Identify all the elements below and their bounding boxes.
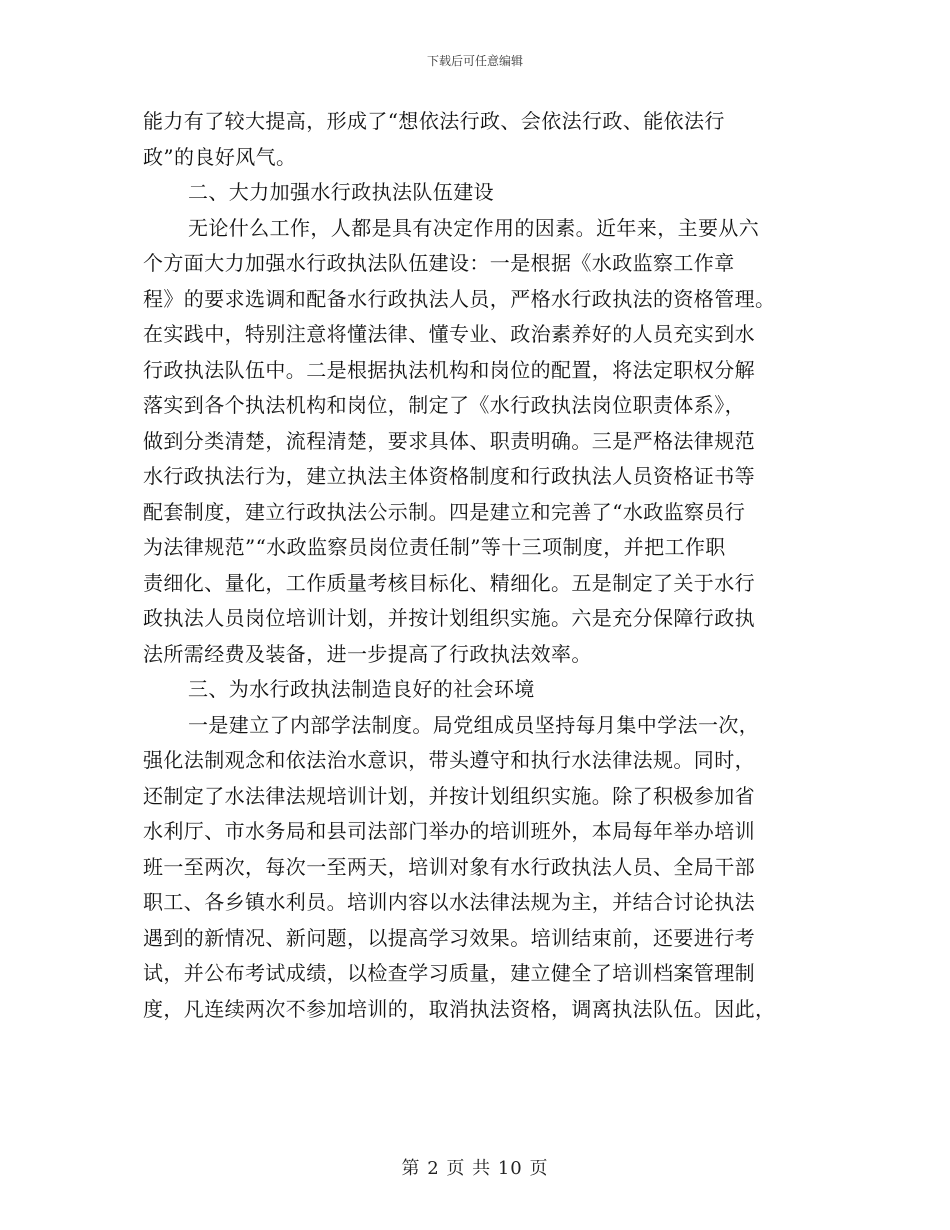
paragraph-line: 水行政执法行为，建立执法主体资格制度和行政执法人员资格证书等 [143,464,755,488]
page-footer: 第 2 页 共 10 页 [401,1158,549,1179]
paragraph-line: 个方面大力加强水行政执法队伍建设：一是根据《水政监察工作章 [143,251,735,275]
paragraph-line: 程》的要求选调和配备水行政执法人员，严格水行政执法的资格管理。 [143,286,776,311]
paragraph-line: 政执法人员岗位培训计划，并按计划组织实施。六是充分保障行政执 [143,606,755,630]
paragraph-line: 试，并公布考试成绩，以检查学习质量，建立健全了培训档案管理制 [143,961,755,985]
paragraph-line: 配套制度，建立行政执法公示制。四是建立和完善了“水政监察员行 [143,499,746,524]
paragraph-line: 落实到各个执法机构和岗位，制定了《水行政执法岗位职责体系》， [143,393,745,417]
paragraph-line: 还制定了水法律法规培训计划，并按计划组织实施。除了积极参加省 [143,783,755,808]
paragraph-line: 做到分类清楚，流程清楚，要求具体、职责明确。三是严格法律规范 [143,428,755,453]
paragraph-line: 政”的良好风气。 [143,144,297,169]
paragraph-line-indented: 二、大力加强水行政执法队伍建设 [188,180,494,204]
paragraph-line: 法所需经费及装备，进一步提高了行政执法效率。 [143,641,592,666]
paragraph-line: 职工、各乡镇水利员。培训内容以水法律法规为主，并结合讨论执法 [143,890,755,914]
paragraph-line: 能力有了较大提高，形成了“想依法行政、会依法行政、能依法行 [143,109,725,133]
page-header: 下载后可任意编辑 [426,54,523,68]
paragraph-line: 为法律规范”“水政监察员岗位责任制”等十三项制度，并把工作职 [143,535,726,559]
paragraph-line: 水利厅、市水务局和县司法部门举办的培训班外，本局每年举办培训 [143,819,755,843]
paragraph-line-indented: 无论什么工作，人都是具有决定作用的因素。近年来，主要从六 [188,215,760,240]
paragraph-line: 责细化、量化，工作质量考核目标化、精细化。五是制定了关于水行 [143,570,755,595]
paragraph-line-indented: 三、为水行政执法制造良好的社会环境 [188,677,535,701]
paragraph-line: 在实践中，特别注意将懂法律、懂专业、政治素养好的人员充实到水 [143,322,755,346]
paragraph-line: 遇到的新情况、新问题，以提高学习效果。培训结束前，还要进行考 [143,925,755,950]
paragraph-line: 班一至两次，每次一至两天，培训对象有水行政执法人员、全局干部 [143,854,755,879]
paragraph-line: 度，凡连续两次不参加培训的，取消执法资格，调离执法队伍。因此， [143,996,776,1021]
paragraph-line: 行政执法队伍中。二是根据执法机构和岗位的配置，将法定职权分解 [143,357,755,382]
paragraph-line: 强化法制观念和依法治水意识，带头遵守和执行水法律法规。同时， [143,748,755,772]
paragraph-line-indented: 一是建立了内部学法制度。局党组成员坚持每月集中学法一次， [188,712,760,737]
document-body [143,104,813,1027]
